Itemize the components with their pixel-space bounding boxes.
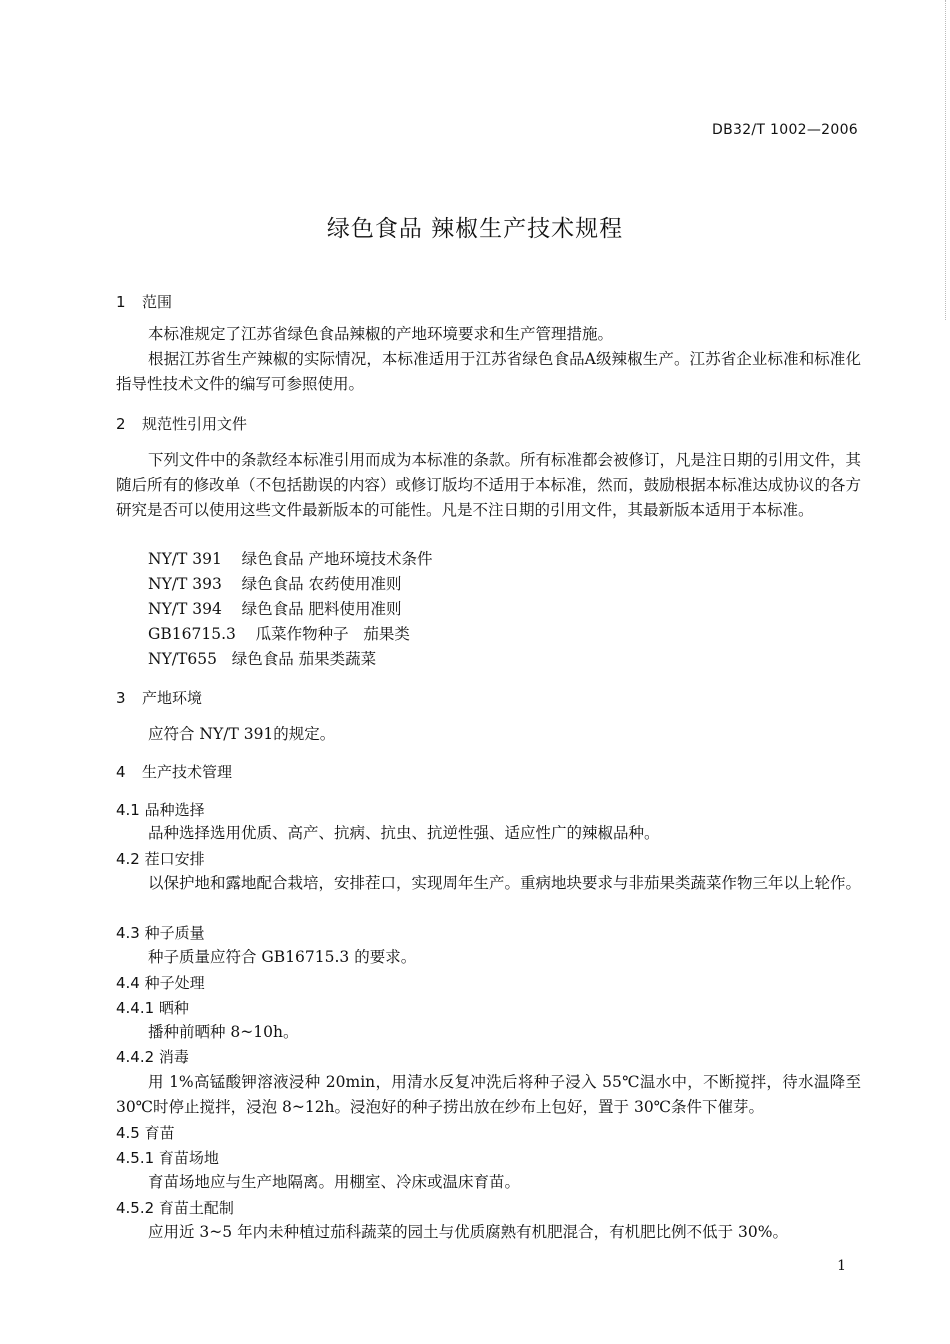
section-number: 3 <box>116 689 126 707</box>
reference-item: NY/T 394 绿色食品 肥料使用准则 <box>148 600 402 618</box>
subsection-4-2-paragraph: 以保护地和露地配合栽培，安排茬口，实现周年生产。重病地块要求与非茄果类蔬菜作物三年以上轮作。 <box>148 874 862 892</box>
section-3-heading <box>116 686 861 711</box>
standard-code: DB32/T 1002—2006 <box>712 122 858 138</box>
subsection-4-3-heading: 4.3 种子质量 <box>116 924 205 942</box>
section-1-paragraph-2: 根据江苏省生产辣椒的实际情况，本标准适用于江苏省绿色食品A级辣椒生产。江苏省企业标准和标准化指导性技术文件的编写可参照使用。 <box>116 350 861 393</box>
section-title: 规范性引用文件 <box>142 415 248 433</box>
subsection-4-4-1-paragraph: 播种前晒种 8~10h。 <box>148 1023 299 1041</box>
subsection-4-5-1-paragraph: 育苗场地应与生产地隔离。用棚室、冷床或温床育苗。 <box>148 1173 521 1191</box>
subsection-4-5-2-heading: 4.5.2 育苗土配制 <box>116 1199 234 1217</box>
subsection-4-4-2-heading: 4.4.2 消毒 <box>116 1048 189 1066</box>
reference-item: GB16715.3 瓜菜作物种子 茄果类 <box>148 625 410 643</box>
section-title: 范围 <box>142 293 173 311</box>
section-title: 产地环境 <box>142 689 203 707</box>
section-number: 2 <box>116 415 126 433</box>
section-1-paragraph-1: 本标准规定了江苏省绿色食品辣椒的产地环境要求和生产管理措施。 <box>148 325 614 343</box>
reference-item: NY/T655 绿色食品 茄果类蔬菜 <box>148 650 377 668</box>
subsection-4-4-1-heading: 4.4.1 晒种 <box>116 999 189 1017</box>
section-title: 生产技术管理 <box>142 763 233 781</box>
page-number: 1 <box>837 1258 846 1274</box>
subsection-4-4-2-paragraph: 用 1%高锰酸钾溶液浸种 20min，用清水反复冲洗后将种子浸入 55℃温水中，不断搅拌，待水温降至 30℃时停止搅拌，浸泡 8~12h。浸泡好的种子捞出放在纱布上包好，置于 30℃条件下催芽。 <box>116 1073 861 1116</box>
subsection-4-2-heading: 4.2 茬口安排 <box>116 850 205 868</box>
section-3-paragraph: 应符合 NY/T 391的规定。 <box>148 725 336 743</box>
subsection-4-1-heading: 4.1 品种选择 <box>116 801 205 819</box>
subsection-4-3-paragraph: 种子质量应符合 GB16715.3 的要求。 <box>148 948 417 966</box>
subsection-4-1-paragraph: 品种选择选用优质、高产、抗病、抗虫、抗逆性强、适应性广的辣椒品种。 <box>148 824 660 842</box>
scan-edge <box>944 0 946 320</box>
section-2-paragraph: 下列文件中的条款经本标准引用而成为本标准的条款。所有标准都会被修订，凡是注日期的引用文件，其随后所有的修改单（不包括勘误的内容）或修订版均不适用于本标准，然而，鼓励根据本标准达成协议的各方研究是否可以使用这些文件最新版本的可能性。凡是不注日期的引用文件，其最新版本适用于本标准。 <box>116 451 862 519</box>
reference-item: NY/T 393 绿色食品 农药使用准则 <box>148 575 402 593</box>
subsection-4-5-2-paragraph: 应用近 3~5 年内未种植过茄科蔬菜的园土与优质腐熟有机肥混合，有机肥比例不低于 30%。 <box>148 1223 788 1241</box>
section-4-heading <box>116 760 861 785</box>
subsection-4-5-heading: 4.5 育苗 <box>116 1124 175 1142</box>
section-number: 1 <box>116 293 126 311</box>
page-title: 绿色食品 辣椒生产技术规程 <box>326 216 624 242</box>
section-1-heading <box>116 290 861 315</box>
subsection-4-4-heading: 4.4 种子处理 <box>116 974 205 992</box>
section-number: 4 <box>116 763 126 781</box>
section-2-heading <box>116 412 861 437</box>
subsection-4-5-1-heading: 4.5.1 育苗场地 <box>116 1149 219 1167</box>
reference-item: NY/T 391 绿色食品 产地环境技术条件 <box>148 550 433 568</box>
